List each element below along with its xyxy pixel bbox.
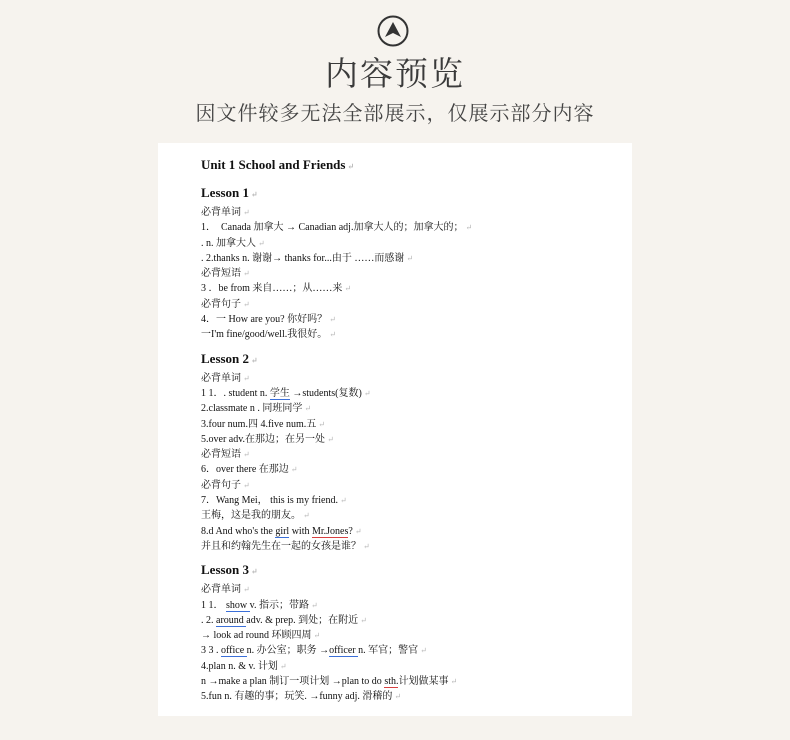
document-preview	[158, 143, 632, 716]
doc-line: 必背句子 ↵	[201, 298, 250, 310]
doc-line: 必背单词 ↵	[201, 584, 250, 596]
doc-line: 1 1． show v. 指示；带路 ↵	[201, 599, 318, 611]
doc-line: 6．over there 在那边 ↵	[201, 464, 298, 476]
doc-line: 必背短语 ↵	[201, 268, 250, 280]
doc-line: 必背句子 ↵	[201, 479, 250, 491]
doc-line: 王梅，这是我的朋友。 ↵	[201, 510, 310, 522]
doc-line: 1 1．. student n. 学生 →students(复数) ↵	[201, 387, 371, 399]
doc-line: 一I'm fine/good/well.我很好。 ↵	[201, 329, 336, 341]
doc-line: 必背短语 ↵	[201, 449, 250, 461]
doc-line: . 2. around adv. & prep. 到处；在附近 ↵	[201, 614, 367, 626]
doc-line: 必背单词 ↵	[201, 372, 250, 384]
doc-line: 8.d And who's the girl with Mr.Jones? ↵	[201, 525, 362, 537]
doc-line: 3 ．be from 来自……；从……来 ↵	[201, 283, 352, 295]
document-title: Unit 1 School and Friends ↵	[201, 157, 355, 172]
doc-line: . n. 加拿大人 ↵	[201, 237, 265, 249]
lesson-heading: Lesson 2 ↵	[201, 350, 258, 366]
page-title: 内容预览	[325, 54, 465, 93]
doc-line: n →make a plan 制订一项计划 →plan to do sth.计划做某事 ↵	[201, 676, 458, 688]
doc-line: 3 3 . office n. 办公室；职务 →officer n. 军官；警官 ↵	[201, 645, 427, 657]
arrow-up-circle-icon[interactable]	[377, 15, 409, 47]
doc-line: 并且和约翰先生在一起的女孩是谁？ ↵	[201, 540, 370, 552]
lesson-heading: Lesson 1 ↵	[201, 185, 258, 200]
page-subtitle: 因文件较多无法全部展示，仅展示部分内容	[195, 101, 595, 125]
doc-line: 2.classmate n . 同班同学 ↵	[201, 403, 312, 415]
doc-line: 4.plan n. & v. 计划 ↵	[201, 660, 287, 672]
doc-line: 必背单词 ↵	[201, 207, 250, 218]
doc-line: 5.fun n. 有趣的事；玩笑. →funny adj. 滑稽的 ↵	[201, 691, 402, 703]
doc-line: 5.over adv.在那边；在另一处 ↵	[201, 433, 334, 445]
doc-line: 1． Canada 加拿大 → Canadian adj.加拿大人的；加拿大的； ↵	[201, 222, 473, 234]
doc-line: . 2.thanks n. 谢谢→ thanks for...由于 ……而感谢 ↵	[201, 252, 414, 264]
doc-line: → look ad round 环顾四周 ↵	[201, 630, 321, 642]
doc-line: 3.four num.四 4.five num.五 ↵	[201, 418, 325, 430]
doc-line: 4．一 How are you? 你好吗？ ↵	[201, 314, 336, 326]
lesson-heading: Lesson 3 ↵	[201, 562, 258, 578]
preview-header	[0, 0, 790, 143]
doc-line: 7．Wang Mei， this is my friend. ↵	[201, 495, 347, 507]
